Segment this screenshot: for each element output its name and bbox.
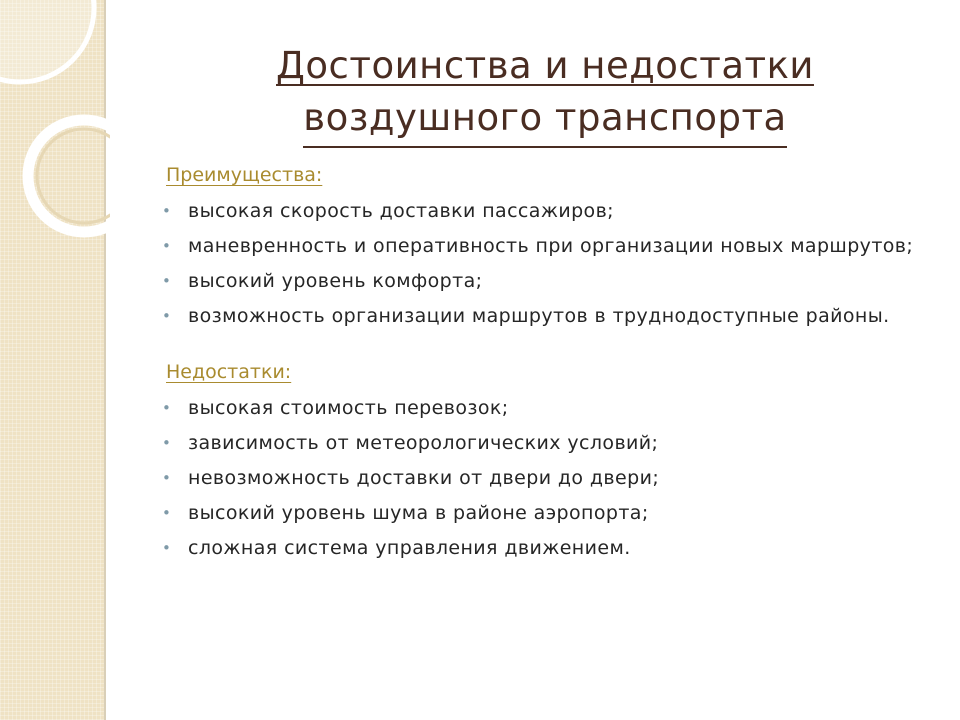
list-item — [160, 463, 928, 493]
slide-content — [160, 160, 928, 568]
bullet-icon: • — [162, 434, 172, 452]
list-item — [160, 231, 928, 261]
list-item — [160, 196, 928, 226]
list-item — [160, 428, 928, 458]
list-item — [160, 301, 928, 331]
list-item — [160, 533, 928, 563]
list-item-text: маневренность и оперативность при организации новых маршрутов; — [188, 235, 914, 257]
list-item-text: высокий уровень шума в районе аэропорта; — [188, 502, 649, 524]
bullet-icon: • — [162, 237, 172, 255]
bullet-icon: • — [162, 307, 172, 325]
advantages-heading: Преимущества: — [166, 164, 323, 186]
list-item-text: невозможность доставки от двери до двери; — [188, 467, 660, 489]
title-line-2: воздушного транспорта — [303, 92, 786, 148]
list-item — [160, 498, 928, 528]
bullet-icon: • — [162, 202, 172, 220]
bullet-icon: • — [162, 469, 172, 487]
disadvantages-heading: Недостатки: — [166, 361, 292, 383]
list-item-text: высокая стоимость перевозок; — [188, 397, 509, 419]
bullet-icon: • — [162, 539, 172, 557]
list-item-text: возможность организации маршрутов в труднодоступные районы. — [188, 305, 890, 327]
list-item — [160, 393, 928, 423]
decorative-rings-icon — [0, 0, 110, 260]
list-item — [160, 266, 928, 296]
list-item-text: высокая скорость доставки пассажиров; — [188, 200, 614, 222]
list-item-text: зависимость от метеорологических условий; — [188, 432, 659, 454]
bullet-icon: • — [162, 504, 172, 522]
bullet-icon: • — [162, 399, 172, 417]
disadvantages-list — [160, 393, 928, 563]
slide-title — [200, 40, 890, 148]
list-item-text: сложная система управления движением. — [188, 537, 631, 559]
title-line-1: Достоинства и недостатки — [276, 44, 814, 87]
bullet-icon: • — [162, 272, 172, 290]
advantages-list — [160, 196, 928, 331]
list-item-text: высокий уровень комфорта; — [188, 270, 483, 292]
